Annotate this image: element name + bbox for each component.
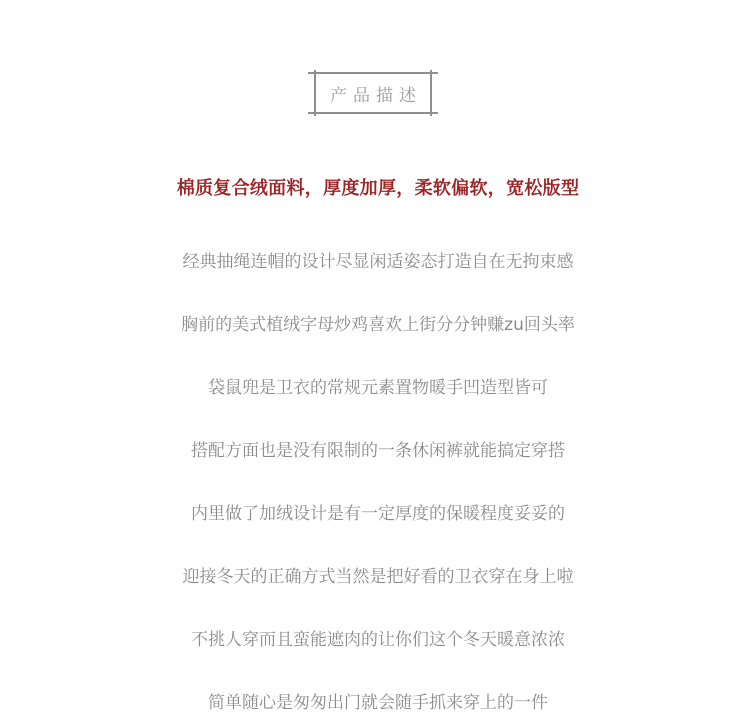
product-headline: 棉质复合绒面料，厚度加厚，柔软偏软，宽松版型 — [176, 178, 580, 199]
description-line-7: 不挑人穿而且蛮能遮肉的让你们这个冬天暖意浓浓 — [191, 630, 565, 650]
description-line-4: 搭配方面也是没有限制的一条休闲裤就能搞定穿搭 — [191, 441, 565, 461]
description-line-6: 迎接冬天的正确方式当然是把好看的卫衣穿在身上啦 — [182, 567, 574, 587]
description-line-2: 胸前的美式植绒字母炒鸡喜欢上街分分钟赚zu回头率 — [181, 315, 575, 335]
description-line-1: 经典抽绳连帽的设计尽显闲适姿态打造自在无拘束感 — [182, 252, 574, 272]
description-line-5: 内里做了加绒设计是有一定厚度的保暖程度妥妥的 — [191, 504, 565, 524]
description-line-3: 袋鼠兜是卫衣的常规元素置物暖手凹造型皆可 — [208, 378, 548, 398]
section-title: 产品描述 — [330, 85, 422, 106]
section-title-frame — [308, 72, 438, 114]
description-line-8: 简单随心是匆匆出门就会随手抓来穿上的一件 — [208, 693, 548, 713]
